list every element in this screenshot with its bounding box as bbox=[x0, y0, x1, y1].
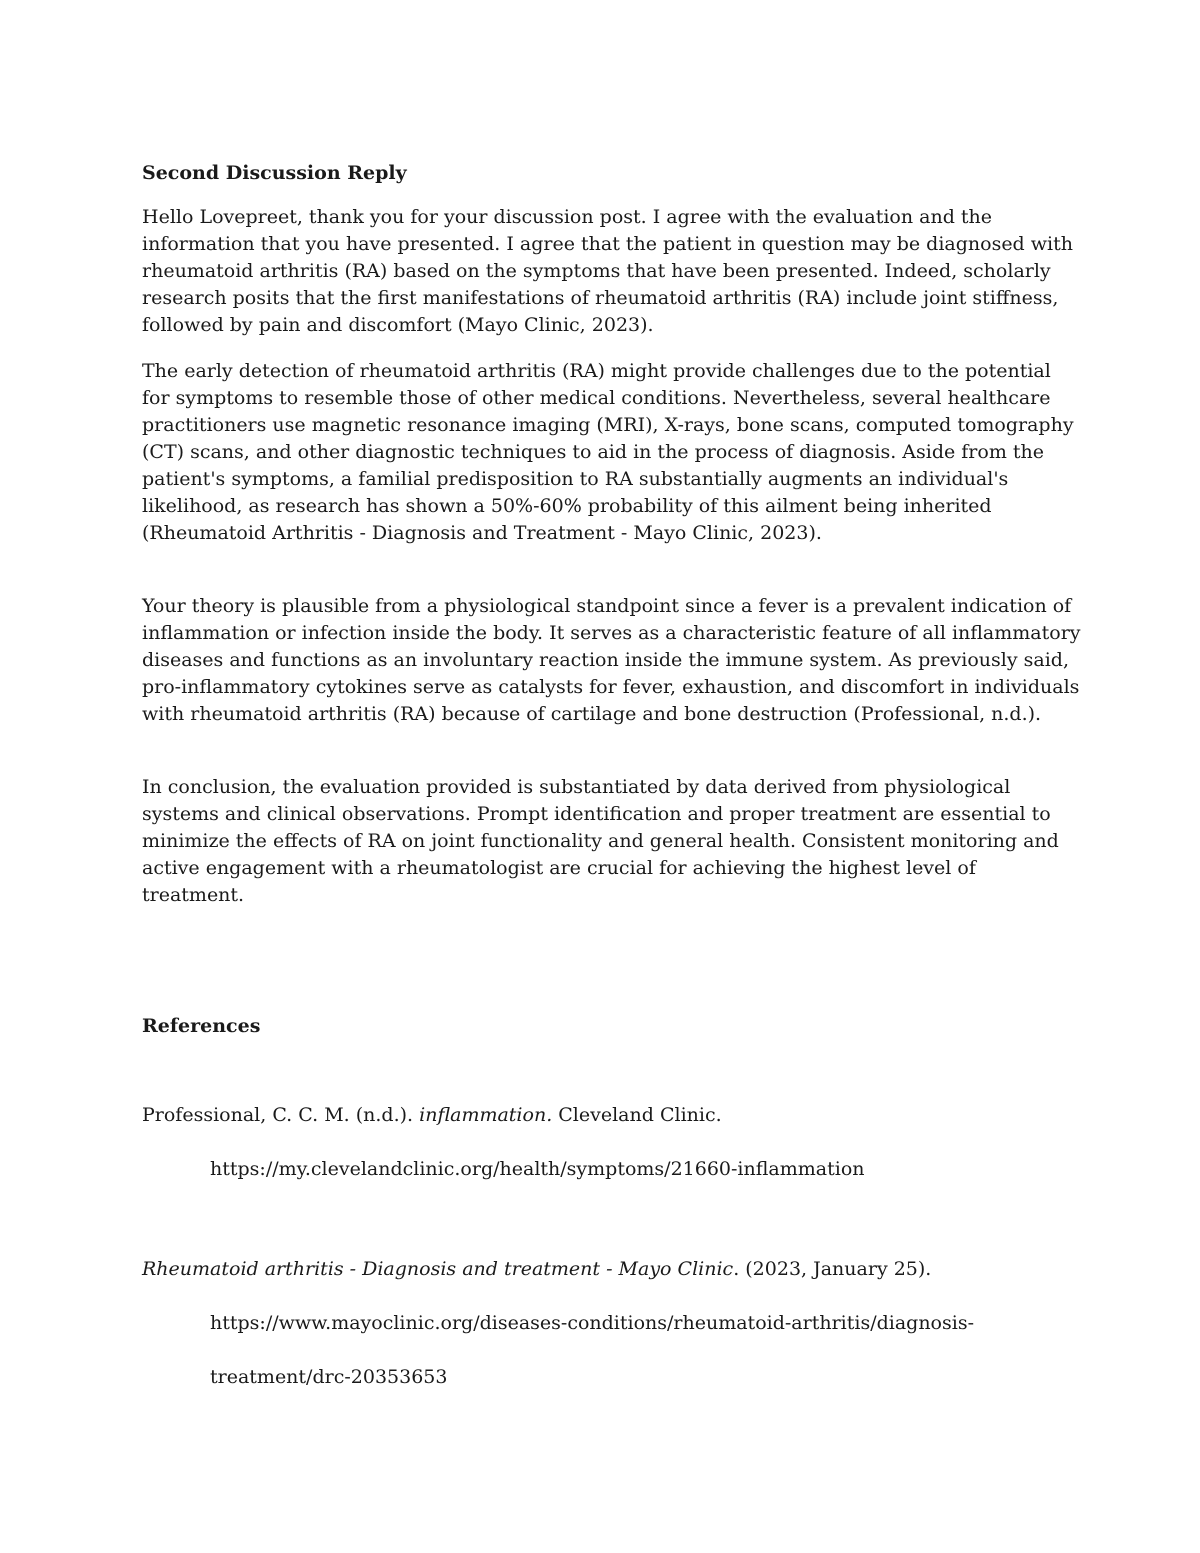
reference-2-url-line-2: treatment/drc-20353653 bbox=[210, 1366, 448, 1388]
document-title: Second Discussion Reply bbox=[142, 162, 407, 184]
reference-1-publisher: Cleveland Clinic. bbox=[552, 1104, 722, 1126]
reference-1-title: inflammation. bbox=[419, 1104, 553, 1126]
reference-1-url: https://my.clevelandclinic.org/health/symptoms/21660-inflammation bbox=[210, 1158, 865, 1180]
reference-1 bbox=[142, 1102, 1142, 1129]
paragraph-4: In conclusion, the evaluation provided is substantiated by data derived from physiological systems and clinical observations. Prompt identification and proper treatment are essential to minimize the effects of RA on joint functionality and general health. Consistent monitoring and active engagement with a rheumatologist are crucial for achieving the highest level of treatment. bbox=[142, 776, 1059, 906]
paragraph-2: The early detection of rheumatoid arthritis (RA) might provide challenges due to the potential for symptoms to resemble those of other medical conditions. Nevertheless, several healthcare practitioners use magnetic resonance imaging (MRI), X-rays, bone scans, computed tomography (CT) scans, and other diagnostic techniques to aid in the process of diagnosis. Aside from the patient's symptoms, a familial predisposition to RA substantially augments an individual's likelihood, as research has shown a 50%-60% probability of this ailment being inherited (Rheumatoid Arthritis - Diagnosis and Treatment - Mayo Clinic, 2023). bbox=[142, 360, 1074, 544]
reference-2-url-line-1: https://www.mayoclinic.org/diseases-conditions/rheumatoid-arthritis/diagnosis- bbox=[210, 1312, 974, 1334]
reference-2-title: Rheumatoid arthritis - Diagnosis and treatment - Mayo Clinic bbox=[142, 1258, 734, 1280]
reference-2-date: . (2023, January 25). bbox=[733, 1258, 932, 1280]
references-heading: References bbox=[142, 1015, 261, 1037]
paragraph-3: Your theory is plausible from a physiological standpoint since a fever is a prevalent indication of inflammation or infection inside the body. It serves as a characteristic feature of all inflammatory diseases and functions as an involuntary reaction inside the immune system. As previously said, pro-inflammatory cytokines serve as catalysts for fever, exhaustion, and discomfort in individuals with rheumatoid arthritis (RA) because of cartilage and bone destruction (Professional, n.d.). bbox=[142, 595, 1081, 725]
document-body bbox=[142, 160, 1082, 909]
reference-2 bbox=[142, 1256, 1142, 1283]
paragraph-1: Hello Lovepreet, thank you for your discussion post. I agree with the evaluation and the information that you have presented. I agree that the patient in question may be diagnosed with rheumatoid arthritis (RA) based on the symptoms that have been presented. Indeed, scholarly research posits that the first manifestations of rheumatoid arthritis (RA) include joint stiffness, followed by pain and discomfort (Mayo Clinic, 2023). bbox=[142, 206, 1073, 336]
reference-1-author: Professional, C. C. M. (n.d.). bbox=[142, 1104, 420, 1126]
